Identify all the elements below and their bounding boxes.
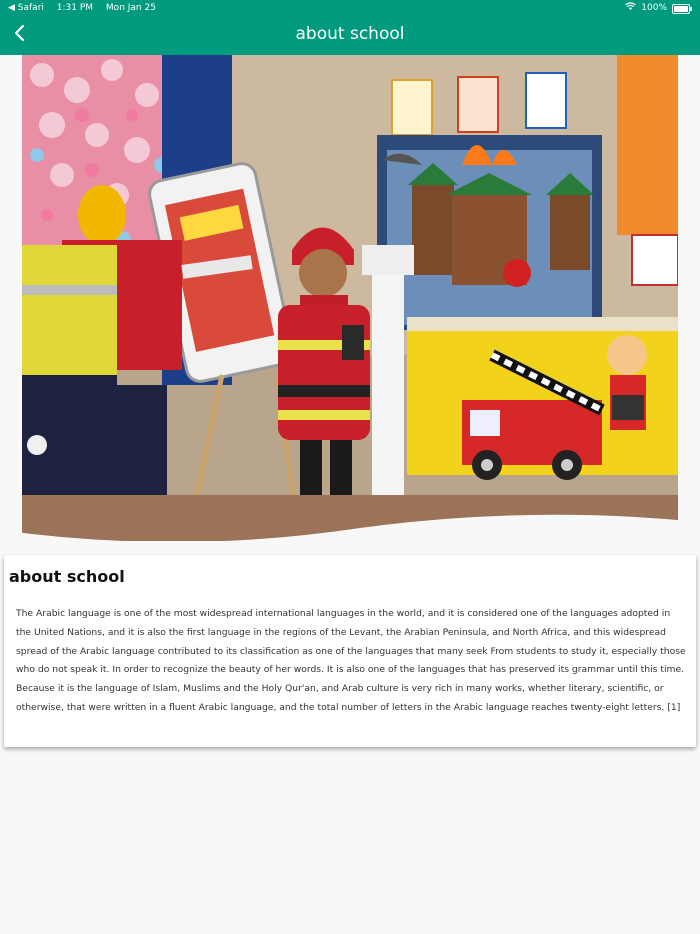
page-title: about school xyxy=(295,24,405,44)
hero-photo xyxy=(22,55,678,541)
navigation-bar xyxy=(0,0,700,55)
wifi-icon xyxy=(625,0,636,17)
status-time: 1:31 PM xyxy=(56,3,94,13)
back-to-app-link[interactable]: ◀ Safari xyxy=(8,3,44,13)
status-date: Mon Jan 25 xyxy=(105,3,156,13)
battery-percent: 100% xyxy=(641,3,667,13)
card-title: about school xyxy=(9,567,125,586)
school-photo-image xyxy=(22,55,678,541)
about-card xyxy=(4,555,696,747)
card-body-text: The Arabic language is one of the most widespread international languages in the world, and it is considered one of the languages adopted in the United Nations, and it is also the first language in the regions of the Levant, the Arabian Peninsula, and North Africa, and this widespread spread of the Arabic language contributed to its classification as one of the languages that many seek From students to study it, especially those who do not speak it. In order to recognize the beauty of her words. It is also one of the languages that has preserved its grammar until this time. Because it is the language of Islam, Muslims and the Holy Qur'an, and Arab culture is very rich in many works, whether literary, scientific, or otherwise, that were written in a fluent Arabic language, and the total number of letters in the Arabic language reaches twenty-eight letters. [1] xyxy=(16,608,686,713)
battery-icon xyxy=(672,4,690,14)
hero-wave-divider xyxy=(0,500,700,560)
status-bar xyxy=(0,0,700,17)
